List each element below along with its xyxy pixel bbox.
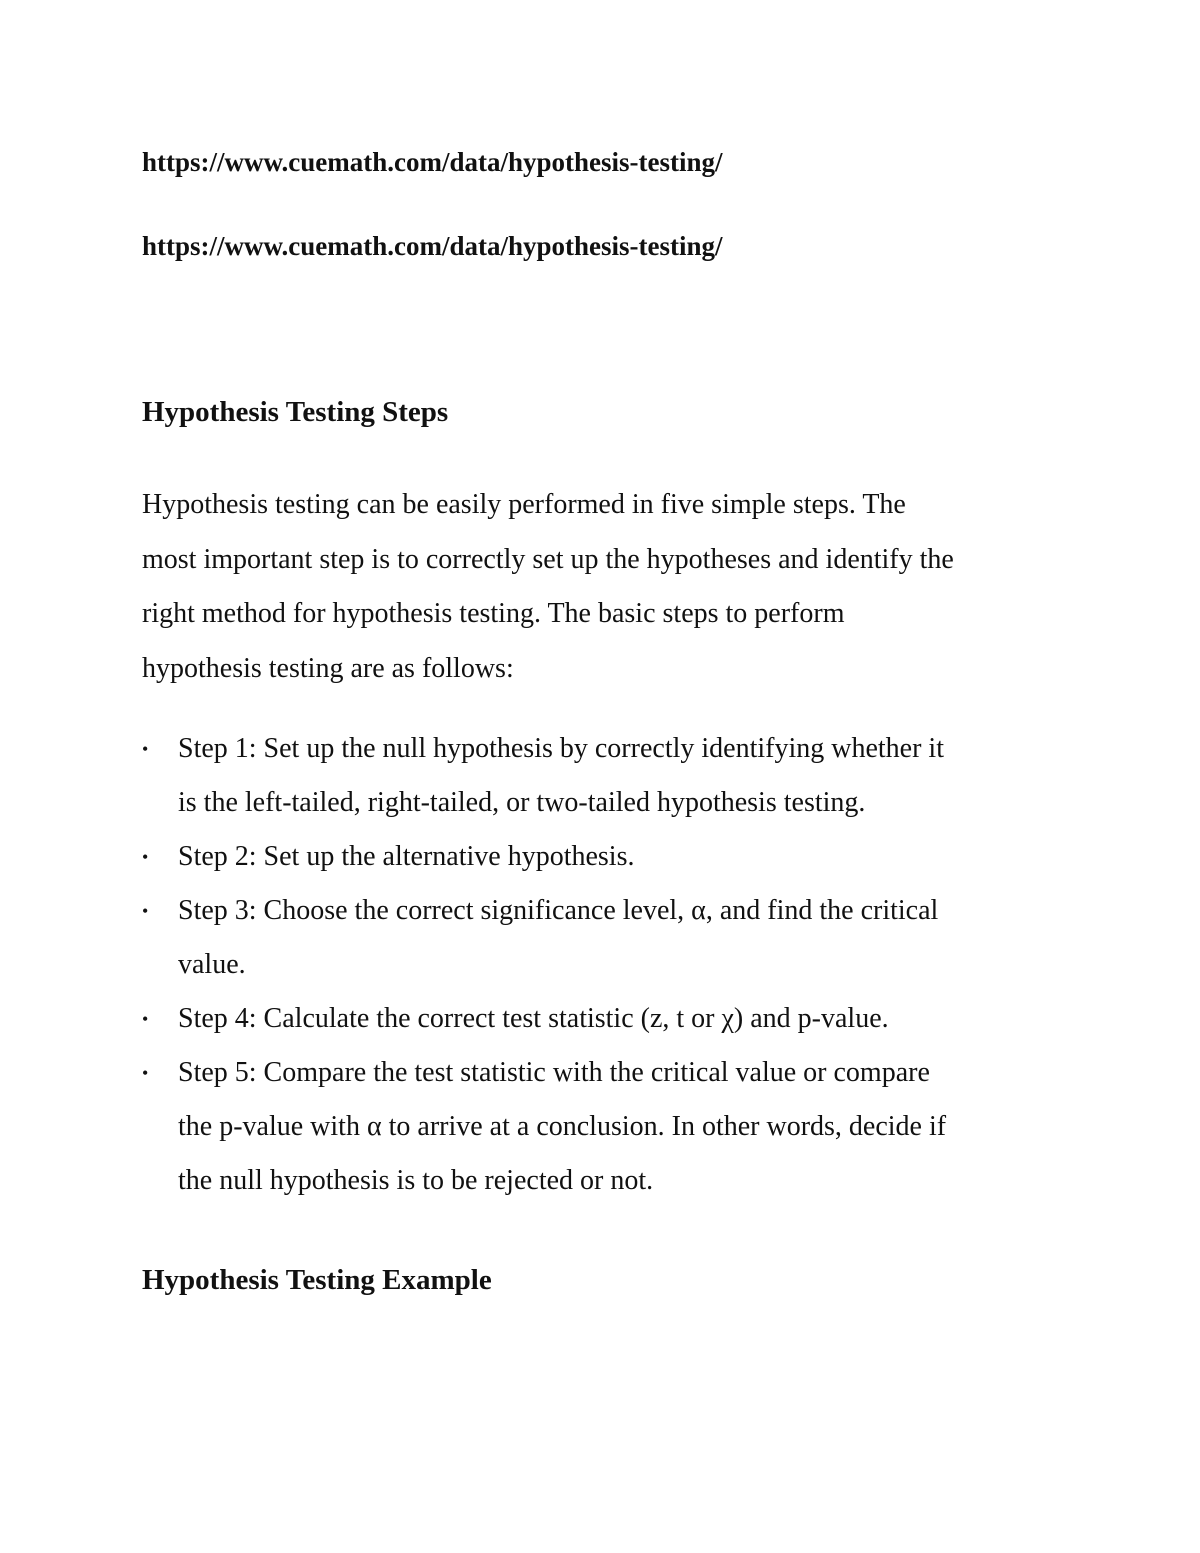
paragraph-line: right method for hypothesis testing. The basic steps to perform — [142, 598, 845, 629]
list-item — [142, 1046, 1062, 1208]
list-item — [142, 992, 1062, 1046]
bullet-icon: • — [142, 901, 149, 921]
steps-list — [142, 722, 1062, 1208]
list-item-line: Step 2: Set up the alternative hypothesis. — [178, 841, 635, 872]
bullet-icon: • — [142, 739, 149, 759]
paragraph-line: hypothesis testing are as follows: — [142, 652, 514, 684]
paragraph-line: Hypothesis testing can be easily performed in five simple steps. The — [142, 489, 906, 520]
list-item-line: the p-value with α to arrive at a conclusion. In other words, decide if — [178, 1111, 947, 1142]
source-link[interactable]: https://www.cuemath.com/data/hypothesis-testing/ — [142, 147, 723, 177]
section-heading-steps: Hypothesis Testing Steps — [142, 396, 449, 428]
intro-paragraph — [142, 478, 1072, 696]
paragraph-line: most important step is to correctly set up the hypotheses and identify the — [142, 543, 954, 575]
list-item — [142, 830, 1062, 884]
source-link[interactable]: https://www.cuemath.com/data/hypothesis-testing/ — [142, 231, 723, 261]
list-item-line: value. — [178, 949, 246, 980]
bullet-icon: • — [142, 1063, 149, 1083]
bullet-icon: • — [142, 1009, 149, 1029]
list-item-line: the null hypothesis is to be rejected or not. — [178, 1165, 654, 1196]
list-item-line: Step 4: Calculate the correct test statistic (z, t or χ) and p-value. — [178, 1003, 889, 1034]
list-item — [142, 884, 1062, 992]
list-item-line: Step 5: Compare the test statistic with the critical value or compare — [178, 1057, 930, 1088]
list-item-line: Step 3: Choose the correct significance level, α, and find the critical — [178, 895, 939, 926]
bullet-icon: • — [142, 847, 149, 867]
list-item-line: is the left-tailed, right-tailed, or two-tailed hypothesis testing. — [178, 787, 866, 818]
section-heading-example: Hypothesis Testing Example — [142, 1264, 492, 1296]
list-item-line: Step 1: Set up the null hypothesis by correctly identifying whether it — [178, 733, 944, 764]
list-item — [142, 722, 1062, 830]
